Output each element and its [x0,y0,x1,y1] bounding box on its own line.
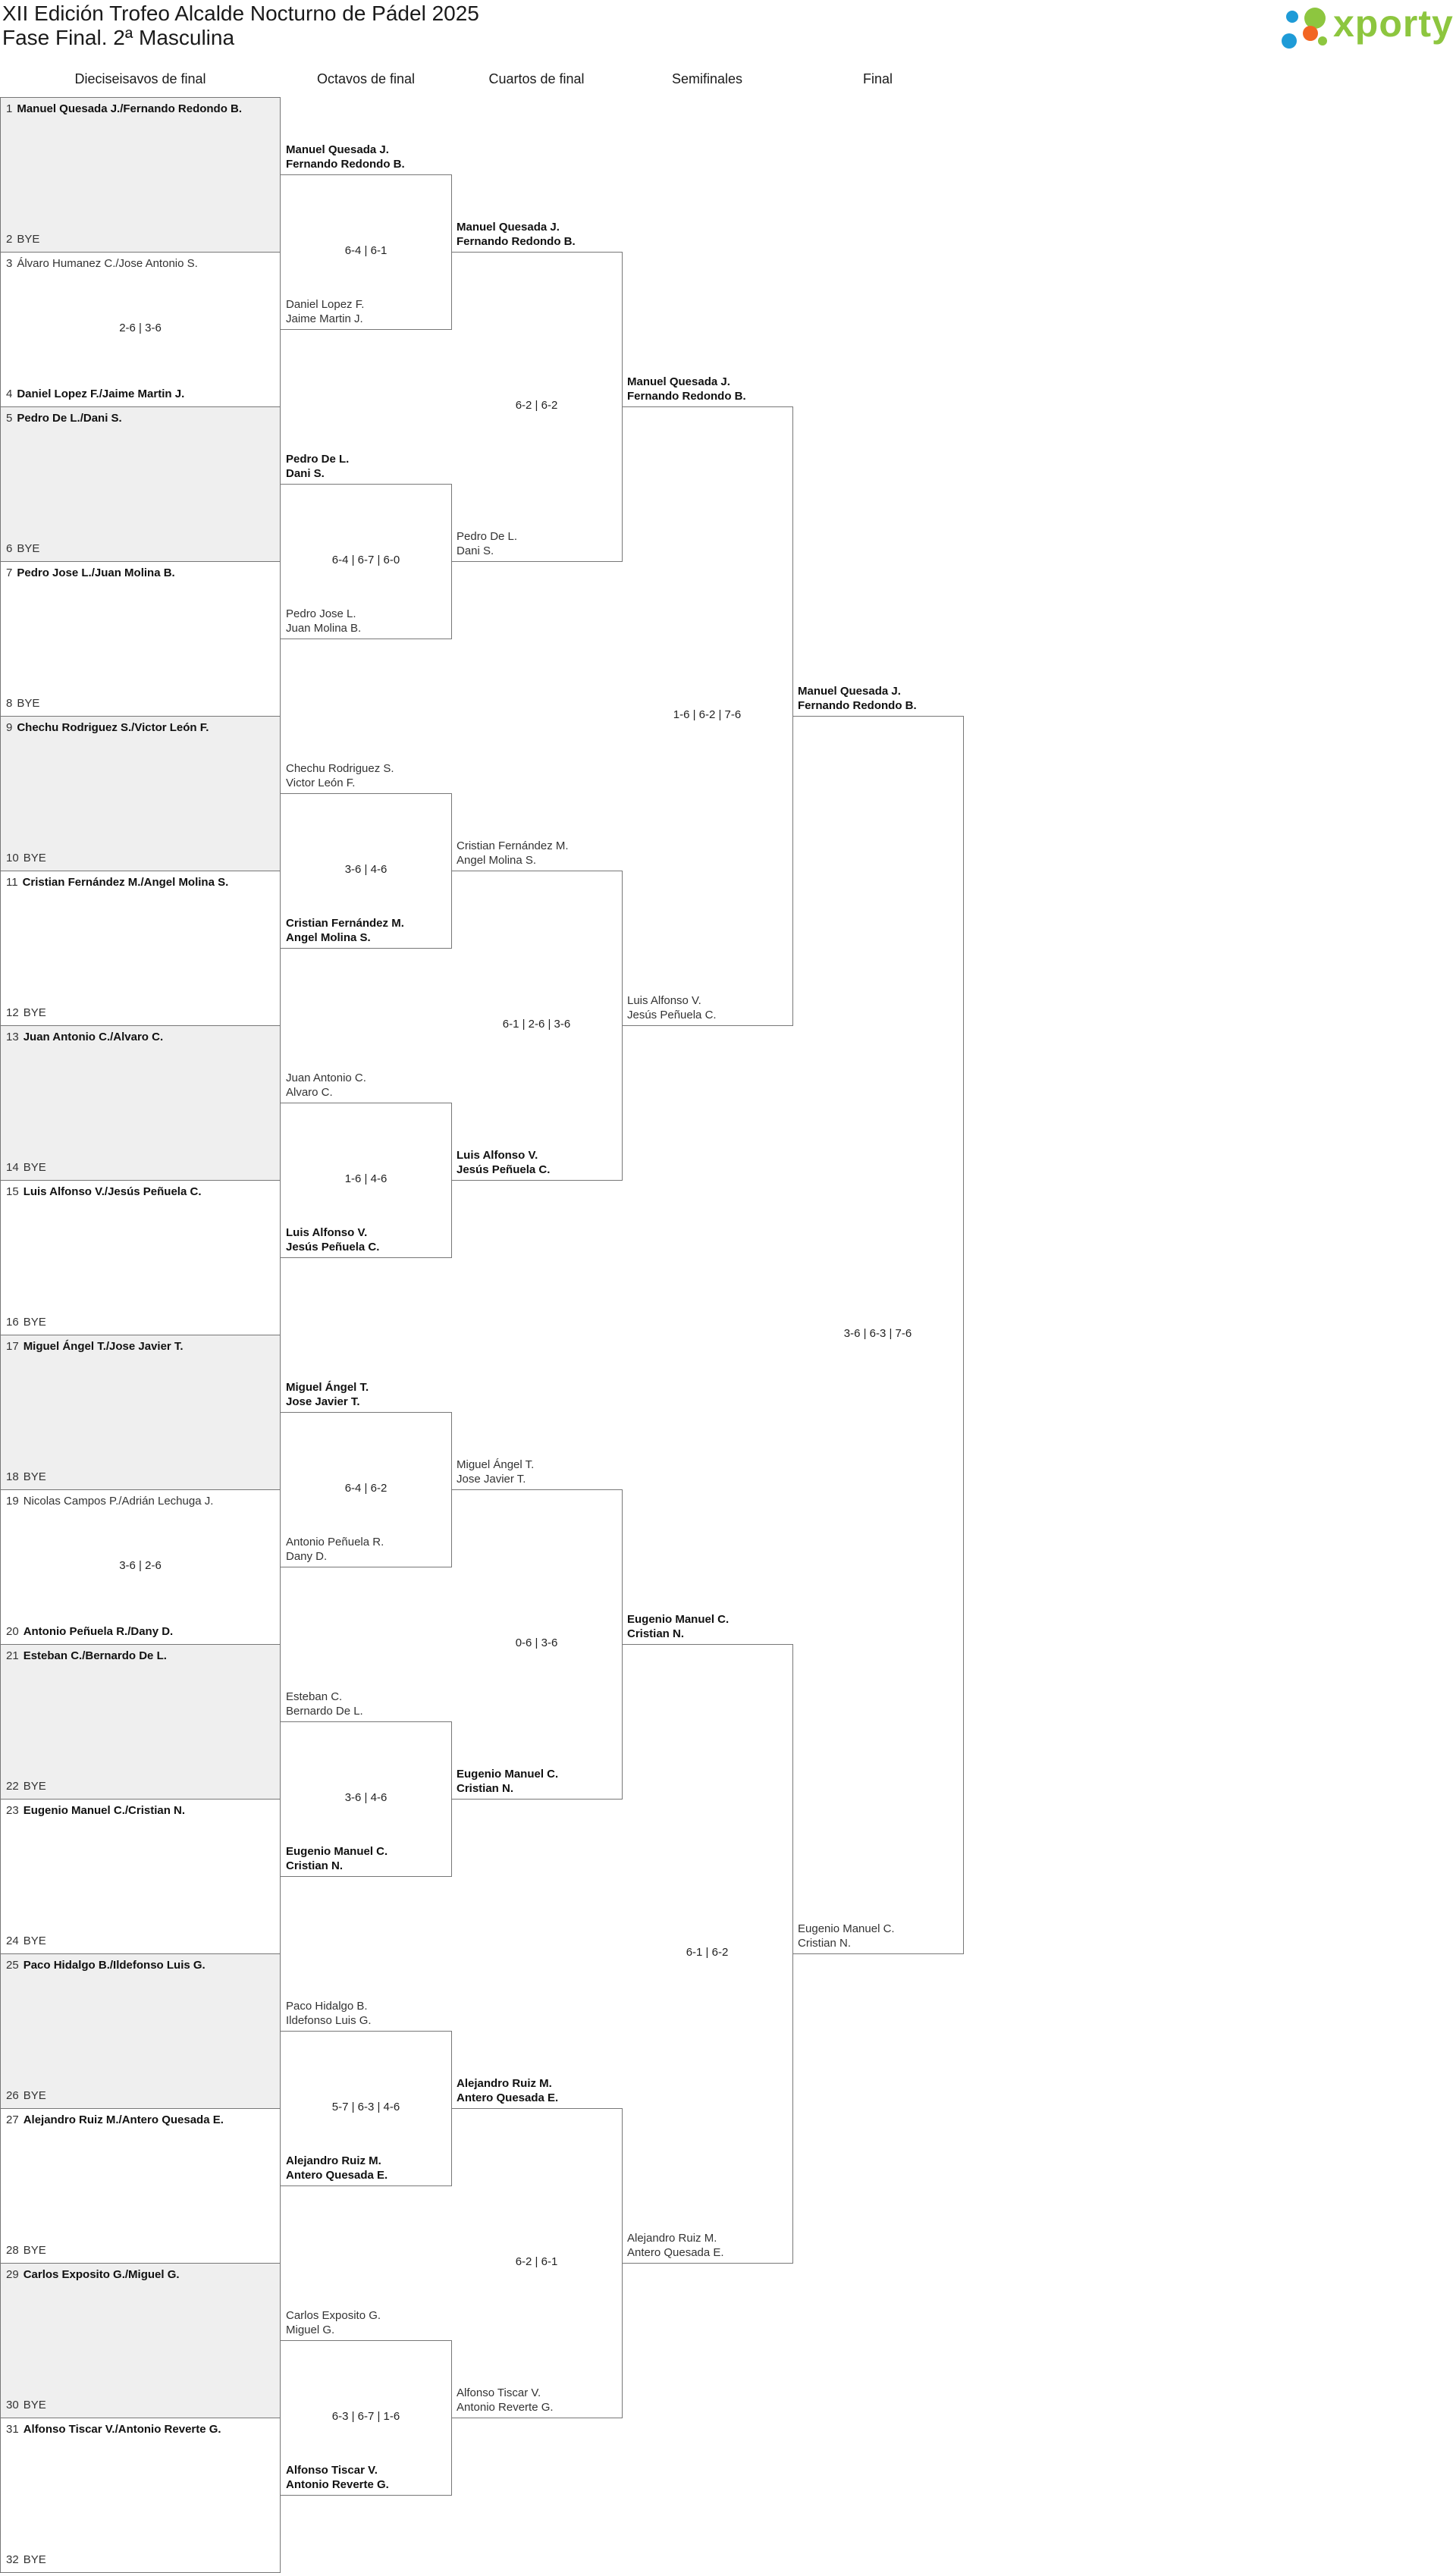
player-name: Angel Molina S. [286,931,371,944]
player-name: Antero Quesada E. [627,2246,724,2259]
player-name: Alfonso Tiscar V. [457,2386,541,2399]
match-score: 3-6 | 4-6 [344,1791,388,1804]
player-name: Chechu Rodriguez S. [286,762,394,775]
team-name: Carlos Exposito G./Miguel G. [23,2268,180,2281]
seed-number: 2 [6,233,13,246]
team-name: BYE [23,2553,46,2566]
team-entry [286,1225,379,1254]
team-name: BYE [23,852,46,864]
player-name: Manuel Quesada J. [286,143,389,156]
logo-dot-icon [1286,11,1298,23]
player-name: Jose Javier T. [286,1395,360,1408]
seed-number: 19 [6,1495,19,1508]
team-entry [6,102,242,116]
team-name: Nicolas Campos P./Adrián Lechuga J. [23,1495,214,1508]
bracket-line [622,1025,792,1026]
player-name: Paco Hidalgo B. [286,2000,368,2013]
team-name: BYE [23,1006,46,1019]
team-entry [6,1470,46,1484]
bracket-line [622,1644,792,1645]
match-box [0,1180,281,1335]
team-name: BYE [17,233,40,246]
team-entry [286,761,394,790]
team-entry [457,2386,554,2415]
player-name: Alejandro Ruiz M. [286,2154,381,2167]
player-name: Eugenio Manuel C. [286,1845,388,1858]
player-name: Victor León F. [286,777,356,789]
seed-number: 10 [6,852,19,864]
seed-number: 4 [6,388,13,400]
team-name: Álvaro Humanez C./Jose Antonio S. [17,257,198,270]
team-entry [6,2553,46,2567]
player-name: Cristian Fernández M. [457,839,569,852]
team-name: Manuel Quesada J./Fernando Redondo B. [17,102,243,115]
team-name: BYE [23,2399,46,2411]
player-name: Daniel Lopez F. [286,298,365,311]
match-box [0,406,281,562]
player-name: Jesús Peñuela C. [627,1009,717,1021]
bracket-line [792,716,963,717]
player-name: Juan Molina B. [286,622,362,635]
team-name: Paco Hidalgo B./Ildefonso Luis G. [23,1959,206,1972]
round-header: Octavos de final [316,71,416,86]
seed-number: 15 [6,1185,19,1198]
team-entry [286,1999,372,2028]
team-entry [6,2267,180,2282]
team-entry [6,541,39,556]
player-name: Luis Alfonso V. [286,1226,368,1239]
match-score: 5-7 | 6-3 | 4-6 [331,2101,400,2113]
match-score: 3-6 | 2-6 [119,1559,162,1572]
player-name: Fernando Redondo B. [627,390,746,403]
seed-number: 29 [6,2268,19,2281]
seed-number: 30 [6,2399,19,2411]
player-name: Fernando Redondo B. [286,158,405,171]
player-name: Manuel Quesada J. [627,375,730,388]
player-name: Pedro Jose L. [286,607,356,620]
team-name: BYE [23,2244,46,2257]
bracket-line [451,1180,622,1181]
team-entry [6,1624,173,1639]
team-name: Cristian Fernández M./Angel Molina S. [22,876,229,889]
team-entry [798,684,917,713]
match-score: 6-2 | 6-1 [515,2255,558,2268]
team-entry [6,256,198,271]
player-name: Antonio Reverte G. [286,2478,389,2491]
bracket-line [281,329,451,330]
player-name: Esteban C. [286,1690,343,1703]
match-box [0,1025,281,1181]
player-name: Manuel Quesada J. [798,685,901,698]
player-name: Jose Javier T. [457,1473,526,1486]
xporty-logo[interactable] [1282,3,1456,56]
match-score: 6-4 | 6-1 [344,244,388,257]
team-entry [6,2398,46,2412]
match-box [0,1799,281,1954]
team-entry [286,607,361,635]
player-name: Cristian N. [798,1937,852,1950]
round-header: Semifinales [671,71,743,86]
team-entry [286,2463,389,2492]
player-name: Manuel Quesada J. [457,221,560,234]
team-name: Esteban C./Bernardo De L. [23,1649,167,1662]
team-entry [6,2422,221,2437]
player-name: Jesús Peñuela C. [457,1163,551,1176]
seed-number: 17 [6,1340,19,1353]
player-name: Miguel Ángel T. [286,1381,369,1394]
team-entry [6,2243,46,2258]
match-score: 1-6 | 4-6 [344,1172,388,1185]
logo-text: xporty [1333,2,1454,45]
player-name: Eugenio Manuel C. [457,1768,559,1781]
team-entry [798,1922,895,1950]
seed-number: 23 [6,1804,19,1817]
team-name: BYE [23,2089,46,2102]
player-name: Fernando Redondo B. [798,699,917,712]
team-entry [6,387,184,401]
player-name: Eugenio Manuel C. [627,1613,730,1626]
team-entry [6,696,39,711]
team-name: BYE [23,1316,46,1329]
team-entry [457,839,569,868]
team-entry [6,851,46,865]
seed-number: 9 [6,721,13,734]
player-name: Dani S. [457,544,494,557]
player-name: Luis Alfonso V. [627,994,701,1007]
team-entry [6,1649,167,1663]
player-name: Antero Quesada E. [286,2169,388,2182]
bracket-line [451,2108,622,2109]
team-entry [286,452,349,481]
team-entry [6,1030,163,1044]
bracket-line [281,1257,451,1258]
team-entry [627,375,746,403]
team-entry [286,1535,384,1564]
match-score: 0-6 | 3-6 [515,1636,558,1649]
logo-dot-icon [1318,36,1327,45]
team-name: BYE [23,1161,46,1174]
team-entry [457,529,517,558]
team-entry [6,1958,206,1972]
bracket-line [281,2340,451,2341]
player-name: Pedro De L. [286,453,350,466]
bracket-line [622,406,792,407]
team-entry [286,1690,363,1718]
seed-number: 3 [6,257,13,270]
seed-number: 32 [6,2553,19,2566]
match-box [0,871,281,1026]
round-header: Dieciseisavos de final [74,71,206,86]
player-name: Alfonso Tiscar V. [286,2464,378,2477]
team-entry [6,1315,46,1329]
player-name: Antonio Reverte G. [457,2401,554,2414]
seed-number: 18 [6,1470,19,1483]
team-name: Alfonso Tiscar V./Antonio Reverte G. [23,2423,221,2436]
team-entry [6,2113,224,2127]
player-name: Eugenio Manuel C. [798,1922,895,1935]
team-entry [286,297,364,326]
seed-number: 7 [6,566,13,579]
team-entry [6,1934,46,1948]
bracket-line [622,2263,792,2264]
team-entry [286,1071,366,1100]
seed-number: 13 [6,1031,19,1043]
player-name: Cristian Fernández M. [286,917,404,930]
match-score: 6-4 | 6-2 [344,1482,388,1495]
team-entry [286,2154,388,2182]
team-entry [627,2231,724,2260]
seed-number: 8 [6,697,13,710]
team-entry [286,1380,369,1409]
round-header: Cuartos de final [488,71,585,86]
team-entry [457,220,576,249]
player-name: Pedro De L. [457,530,518,543]
match-score: 6-1 | 2-6 | 3-6 [502,1018,571,1031]
team-entry [6,1494,213,1508]
team-name: Pedro De L./Dani S. [17,412,122,425]
seed-number: 26 [6,2089,19,2102]
player-name: Angel Molina S. [457,854,537,867]
match-box [0,97,281,253]
team-name: Daniel Lopez F./Jaime Martin J. [17,388,185,400]
player-name: Carlos Exposito G. [286,2309,381,2322]
match-box [0,1644,281,1800]
bracket-line [792,1953,963,1954]
team-name: Eugenio Manuel C./Cristian N. [23,1804,186,1817]
match-score: 3-6 | 4-6 [344,863,388,876]
team-entry [6,1185,201,1199]
team-entry [6,720,209,735]
page-title: XII Edición Trofeo Alcalde Nocturno de Pádel 2025 [2,2,479,25]
team-name: BYE [17,542,40,555]
seed-number: 14 [6,1161,19,1174]
bracket-line [963,716,964,1954]
bracket-line [281,484,451,485]
player-name: Antero Quesada E. [457,2091,559,2104]
team-entry [286,143,405,171]
team-name: Antonio Peñuela R./Dany D. [23,1625,174,1638]
team-entry [627,1612,729,1641]
match-score: 6-1 | 6-2 [686,1946,729,1959]
team-name: Luis Alfonso V./Jesús Peñuela C. [23,1185,202,1198]
bracket-line [451,561,622,562]
player-name: Bernardo De L. [286,1705,363,1718]
player-name: Cristian N. [457,1782,514,1795]
player-name: Dani S. [286,467,325,480]
logo-dot-icon [1303,26,1318,41]
team-name: BYE [23,1780,46,1793]
player-name: Jaime Martin J. [286,312,363,325]
bracket-line [281,1876,451,1877]
team-name: Pedro Jose L./Juan Molina B. [17,566,175,579]
match-box [0,2108,281,2264]
team-entry [457,1148,550,1177]
seed-number: 11 [6,876,18,889]
team-entry [6,1339,184,1354]
match-score: 6-2 | 6-2 [515,399,558,412]
team-entry [286,1844,388,1873]
seed-number: 12 [6,1006,19,1019]
seed-number: 16 [6,1316,19,1329]
team-entry [6,875,228,890]
bracket-line [281,1721,451,1722]
team-entry [627,993,717,1022]
player-name: Alvaro C. [286,1086,333,1099]
team-entry [6,2088,46,2103]
seed-number: 27 [6,2113,19,2126]
player-name: Fernando Redondo B. [457,235,576,248]
seed-number: 24 [6,1934,19,1947]
team-entry [6,1779,46,1793]
bracket-line [281,948,451,949]
bracket-line [451,1799,622,1800]
seed-number: 25 [6,1959,19,1972]
player-name: Cristian N. [286,1859,344,1872]
seed-number: 21 [6,1649,19,1662]
team-name: Juan Antonio C./Alvaro C. [23,1031,164,1043]
seed-number: 6 [6,542,13,555]
team-name: BYE [23,1470,46,1483]
match-score: 6-3 | 6-7 | 1-6 [331,2410,400,2423]
team-entry [286,916,404,945]
team-name: Alejandro Ruiz M./Antero Quesada E. [23,2113,224,2126]
player-name: Cristian N. [627,1627,685,1640]
seed-number: 22 [6,1780,19,1793]
team-entry [6,1160,46,1175]
match-score: 6-4 | 6-7 | 6-0 [331,554,400,566]
bracket-line [451,1489,622,1490]
team-entry [6,566,175,580]
seed-number: 1 [6,102,13,115]
match-box [0,2418,281,2573]
team-name: Miguel Ángel T./Jose Javier T. [23,1340,184,1353]
team-entry [6,1803,185,1818]
round-header: Final [862,71,893,86]
player-name: Alejandro Ruiz M. [627,2232,717,2245]
bracket-line [451,252,622,253]
logo-dot-icon [1282,33,1297,49]
page-subtitle: Fase Final. 2ª Masculina [2,26,235,49]
seed-number: 5 [6,412,13,425]
player-name: Juan Antonio C. [286,1072,366,1084]
match-box [0,1335,281,1490]
bracket-line [281,174,451,175]
player-name: Miguel Ángel T. [457,1458,535,1471]
player-name: Alejandro Ruiz M. [457,2077,552,2090]
seed-number: 28 [6,2244,19,2257]
match-score: 2-6 | 3-6 [119,322,162,334]
seed-number: 20 [6,1625,19,1638]
team-entry [457,1458,534,1486]
match-box [0,2263,281,2418]
team-entry [6,1006,46,1020]
match-box [0,1953,281,2109]
match-score: 3-6 | 6-3 | 7-6 [843,1327,912,1340]
match-box [0,716,281,871]
team-entry [6,232,39,246]
team-entry [457,2076,558,2105]
team-name: BYE [17,697,40,710]
bracket-line [281,2495,451,2496]
match-score: 1-6 | 6-2 | 7-6 [673,708,742,721]
player-name: Jesús Peñuela C. [286,1241,380,1254]
match-box [0,561,281,717]
seed-number: 31 [6,2423,19,2436]
bracket-line [281,2185,451,2186]
player-name: Luis Alfonso V. [457,1149,538,1162]
bracket-line [281,2031,451,2032]
team-entry [6,411,122,425]
player-name: Miguel G. [286,2324,335,2336]
team-name: Chechu Rodriguez S./Victor León F. [17,721,209,734]
team-name: BYE [23,1934,46,1947]
bracket-line [281,793,451,794]
player-name: Antonio Peñuela R. [286,1536,384,1549]
player-name: Ildefonso Luis G. [286,2014,372,2027]
team-entry [286,2308,381,2337]
team-entry [457,1767,558,1796]
player-name: Dany D. [286,1550,328,1563]
bracket-line [281,1412,451,1413]
